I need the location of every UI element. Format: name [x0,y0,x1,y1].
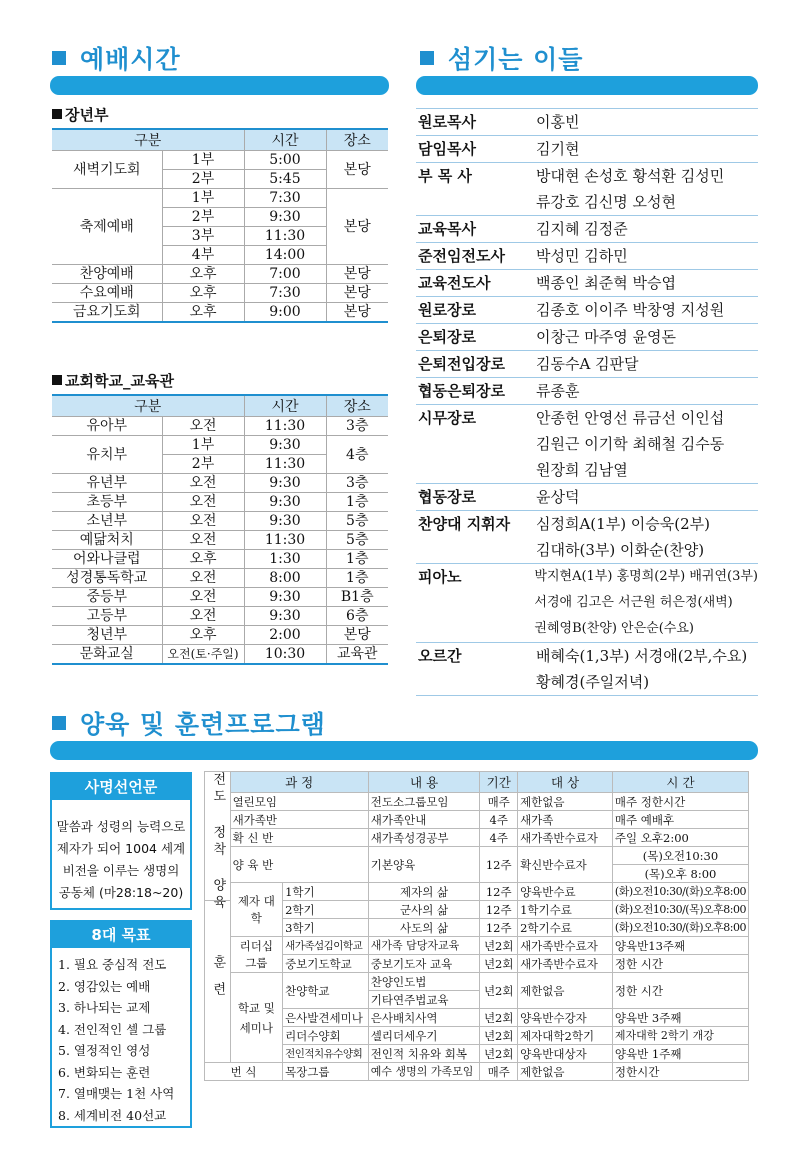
table-cell: 2학기수료 [518,919,613,937]
staff-names [536,109,758,135]
table-cell: 3학기 [283,919,369,937]
table-row [52,284,388,303]
mission-text: 말씀과 성령의 능력으로 제자가 되어 1004 세계 비전을 이루는 생명의 공동체 (마28:18~20) [56,819,186,900]
table-cell: 2부 [162,455,244,474]
table-cell: 제자대학 2학기 개강 [612,1027,748,1045]
table-cell: 유치부 [52,436,162,474]
table-cell: 2:00 [244,626,326,645]
table-cell: (목)오전10:30 [612,847,748,865]
staff-names [536,643,758,695]
staff-row [416,136,758,163]
table-row [205,973,749,991]
staff-role: 은퇴장로 [418,328,476,346]
square-bullet-icon [52,51,66,65]
table-row [205,955,749,973]
table-cell: 7:30 [244,189,326,208]
table-cell: 전인적 치유와 회복 [368,1045,480,1063]
table-cell: 목장그룹 [283,1063,369,1081]
staff-role: 시무장로 [418,409,476,427]
table-cell: 셀리더세우기 [368,1027,480,1045]
table-cell: 7:30 [244,284,326,303]
table-cell: 전인적치유수양회 [283,1045,369,1063]
square-bullet-icon [420,51,434,65]
section-bar [50,741,758,760]
table-cell: 리더수양회 [283,1027,369,1045]
staff-row [416,351,758,378]
square-bullet-icon [52,716,66,730]
table-cell: 중등부 [52,588,162,607]
staff-name-line: 류종훈 [536,382,580,400]
table-cell: 오전 [162,569,244,588]
staff-name-line: 안종헌 안영선 류금선 이인섭 [536,409,725,427]
table-cell: 매주 정한시간 [612,793,748,811]
table-cell: 11:30 [244,531,326,550]
mission-statement-box [50,772,192,910]
staff-role: 협동은퇴장로 [418,382,505,400]
staff-names [536,243,758,269]
staff-row [416,484,758,511]
table-cell: 은사발견세미나 [283,1009,369,1027]
table-cell: (화)오전10:30/(화)오후8:00 [612,919,748,937]
table-cell: 9:00 [244,303,326,323]
staff-row [416,643,758,696]
staff-name-line: 심정희A(1부) 이승욱(2부) [536,515,711,533]
goal-item: 5. 열정적인 영성 [58,1043,151,1058]
square-bullet-icon [52,109,62,119]
table-cell: 오후 [162,550,244,569]
square-bullet-icon [52,375,62,385]
table-cell: 정한시간 [612,1063,748,1081]
staff-row [416,109,758,136]
table-cell: 제자의 삶 [368,883,480,901]
staff-name-line: 박성민 김하민 [536,247,628,265]
table-row [52,607,388,626]
table-cell: 교육관 [326,645,388,665]
table-cell: 리더십 그룹 [230,937,283,973]
table-cell: 11:30 [244,227,326,246]
table-cell: 12주 [480,883,518,901]
staff-name-line: 박지현A(1부) 홍명희(2부) 배귀연(3부) [534,569,758,584]
table-row [205,829,749,847]
table-cell: 매주 [480,1063,518,1081]
table-cell: 제한없음 [518,973,613,1009]
staff-role: 부 목 사 [418,167,472,185]
table-cell: 12주 [480,847,518,883]
table-row [52,303,388,323]
staff-row [416,297,758,324]
staff-name-line: 김기현 [536,140,580,158]
table-cell: 8:00 [244,569,326,588]
table-cell: 년2회 [480,1045,518,1063]
table-cell: 제자대학2학기 [518,1027,613,1045]
table-cell: 양육반수강자 [518,1009,613,1027]
table-cell: 오후 [162,626,244,645]
table-cell: B1층 [326,588,388,607]
table-cell: 오후 [162,303,244,323]
staff-name-line: 황혜경(주일저녁) [536,673,650,691]
staff-role: 원로목사 [418,113,476,131]
table-cell: 고등부 [52,607,162,626]
table-cell: 9:30 [244,208,326,227]
staff-name-line: 배혜숙(1,3부) 서경애(2부,수요) [536,647,748,665]
table-cell: 5:00 [244,151,326,170]
table-cell: 소년부 [52,512,162,531]
table-cell: 정한 시간 [612,955,748,973]
goal-item: 6. 변화되는 훈련 [58,1064,151,1080]
table-cell: 제한없음 [518,793,613,811]
table-cell: 11:30 [244,455,326,474]
table-cell: 1부 [162,151,244,170]
staff-row [416,564,758,643]
table-cell: 전도 정착 양육 [205,772,231,901]
table-cell: 새가족 담당자교육 [368,937,480,955]
table-cell: 확신반수료자 [518,847,613,883]
staff-name-line: 백종인 최준혁 박승엽 [536,274,676,292]
staff-role: 준전임전도사 [418,247,505,265]
table-cell: 새가족반수료자 [518,955,613,973]
table-cell: 1층 [326,569,388,588]
table-cell: (화)오전10:30/(목)오후8:00 [612,901,748,919]
table-cell: 본당 [326,265,388,284]
staff-row [416,405,758,484]
table-cell: 4부 [162,246,244,265]
section-bar [416,76,758,95]
table-row [52,512,388,531]
staff-names [536,324,758,350]
table-cell: 2부 [162,208,244,227]
table-cell: 4주 [480,829,518,847]
table-cell: 새가족 [518,811,613,829]
goal-item: 4. 전인적인 셀 그룹 [58,1021,167,1037]
table-row [52,417,388,436]
table-row [205,847,749,865]
table-cell: 기타연주법교육 [368,991,480,1009]
table-cell: 3부 [162,227,244,246]
table-cell: 찬양학교 [283,973,369,1009]
staff-name-line: 김대하(3부) 이화순(찬양) [536,541,705,559]
table-cell: 중보기도학교 [283,955,369,973]
staff-names [536,297,758,323]
table-cell: 군사의 삶 [368,901,480,919]
adult-subtitle: 장년부 [52,104,108,125]
table-cell: 새가족반 [230,811,368,829]
table-cell: 12주 [480,901,518,919]
staff-name-line: 김종호 이이주 박창영 지성원 [536,301,725,319]
staff-role: 담임목사 [418,140,476,158]
table-cell: 제한없음 [518,1063,613,1081]
table-cell: 4층 [326,436,388,474]
table-cell: 양육반 3주째 [612,1009,748,1027]
table-cell: 찬양인도법 [368,973,480,991]
table-cell: 전도소그룹모임 [368,793,480,811]
worship-section-title: 예배시간 [52,40,181,76]
table-row [52,151,388,170]
staff-name-line: 원장희 김남열 [536,461,628,479]
table-cell: 양육반13주째 [612,937,748,955]
staff-row [416,511,758,564]
table-cell: 오전 [162,493,244,512]
table-cell: 주일 오후2:00 [612,829,748,847]
table-row [205,1027,749,1045]
table-row [205,793,749,811]
table-row [205,901,749,919]
staff-row [416,378,758,405]
table-cell: 5층 [326,512,388,531]
table-cell: 본당 [326,303,388,323]
table-cell: 2학기 [283,901,369,919]
table-cell: 은사배치사역 [368,1009,480,1027]
goal-item: 7. 열매맺는 1천 사역 [58,1086,175,1101]
table-cell: 예수 생명의 가족모임 [368,1063,480,1081]
table-row [52,189,388,208]
table-cell: 성경통독학교 [52,569,162,588]
table-row [52,436,388,455]
table-cell: 9:30 [244,436,326,455]
table-cell: 3층 [326,474,388,493]
table-cell: 4주 [480,811,518,829]
table-cell: 12주 [480,919,518,937]
table-cell: (화)오전10:30/(화)오후8:00 [612,883,748,901]
staff-names [536,405,758,483]
staff-name-line: 이창근 마주영 윤영돈 [536,328,676,346]
staff-names [536,163,758,215]
table-cell: 새가족반수료자 [518,829,613,847]
table-cell: 사도의 삶 [368,919,480,937]
table-cell: 오전 [162,417,244,436]
staff-names [536,216,758,242]
table-cell: 9:30 [244,607,326,626]
staff-name-line: 김원근 이기학 최해철 김수동 [536,435,725,453]
table-row [52,626,388,645]
table-row [205,937,749,955]
staff-name-line: 윤상덕 [536,488,580,506]
table-row [52,550,388,569]
table-cell: 3층 [326,417,388,436]
staff-role: 찬양대 지휘자 [418,515,511,533]
table-cell: 축제예배 [52,189,162,265]
staff-names [536,270,758,296]
staff-name-line: 김동수A 김판달 [536,355,639,373]
table-cell: 정한 시간 [612,973,748,1009]
staff-names [536,484,758,510]
staff-name-line: 김지혜 김정준 [536,220,628,238]
staff-names [536,378,758,404]
table-cell: 오후 [162,265,244,284]
table-row [52,588,388,607]
table-cell: 학교 및 세미나 [230,973,283,1063]
table-cell: 오후 [162,284,244,303]
staff-names [536,136,758,162]
table-cell: 9:30 [244,588,326,607]
table-cell: 제자 대학 [230,883,283,937]
staff-role: 교육전도사 [418,274,491,292]
table-cell: 청년부 [52,626,162,645]
table-cell: 오전 [162,512,244,531]
mission-title: 사명선언문 [52,774,190,800]
training-section-title: 양육 및 훈련프로그램 [52,705,326,741]
table-cell: 1부 [162,189,244,208]
table-row [205,1009,749,1027]
table-cell: 11:30 [244,417,326,436]
table-cell: 양 육 반 [230,847,368,883]
table-cell: 오전 [162,607,244,626]
staff-name-line: 권혜영B(찬양) 안은순(수요) [534,621,694,636]
table-cell: 새가족섬김이학교 [283,937,369,955]
table-cell: 오전(토·주일) [162,645,244,665]
table-cell: 14:00 [244,246,326,265]
table-cell: 5:45 [244,170,326,189]
table-cell: 금요기도회 [52,303,162,323]
table-cell: 본당 [326,626,388,645]
goal-item: 3. 하나되는 교제 [58,1000,151,1015]
staff-role: 교육목사 [418,220,476,238]
table-cell: 양육반대상자 [518,1045,613,1063]
table-cell: 유아부 [52,417,162,436]
table-cell: 오전 [162,588,244,607]
goal-item: 2. 영감있는 예배 [58,978,151,994]
table-cell: 새벽기도회 [52,151,162,189]
table-row [205,883,749,901]
staff-row [416,270,758,297]
staff-list [416,96,758,696]
table-cell: 년2회 [480,1009,518,1027]
staff-name-line: 이홍빈 [536,113,580,131]
table-cell: 새가족성경공부 [368,829,480,847]
table-cell: 번 식 [205,1063,283,1081]
table-row [52,493,388,512]
staff-names [536,511,758,563]
training-table: 전도 정착 양육 과 정 내 용 기간 대 상 시 간 열린모임 전도소그룹모임 매주 제한없음 매주 정한시간 새가족반 새가족안내 4주 새가족 매주 예배후 확 신 반 새가족성경공부 4주 새가족반수료자 주일 오후2:00 양 육 반 기본양육 12주 확신반수료자 (목)오전10:30 (목)오후 8:00 제자 대학 1학기 제자의 삶 12주 양육반수료 (화)오전10:30/(화)오후8:00 훈련 2학기 군사의 삶 12주 1학기수료 (화)오전10:30/(목)오후8:00 3학기 사도의 삶 12주 2학기수료 (화)오전10:30/(화)오후8:00 리더십 그룹 새가족섬김이학교 새가족 담당자교육 년2회 새가족반수료자 양육반13주째 중보기도학교 중보기도자 교육 년2회 새가족반수료자 정한 시간 학교 및 세미나 찬양학교 찬양인도법 년2회 제한없음 정한 시간 기타연주법교육 은사발견세미나 은사배치사역 년2회 양육반수강자 양육반 3주째 리더수양회 셀리더세우기 년2회 제자대학2학기 제자대학 2학기 개강 전인적치유수양회 전인적 치유와 회복 년2회 양육반대상자 양육반 1주째 번 식 목장그룹 예수 생명의 가족모임 매주 제한없음 정한시간 [204,771,749,1081]
table-cell: 어와나클럽 [52,550,162,569]
table-cell: 유년부 [52,474,162,493]
goal-item: 1. 필요 중심적 전도 [58,957,167,972]
staff-role: 은퇴전입장로 [418,355,505,373]
staff-name-line: 방대현 손성호 황석환 김성민 [536,167,725,185]
staff-role: 원로장로 [418,301,476,319]
table-cell: 년2회 [480,955,518,973]
staff-names [534,564,758,642]
table-cell: 1:30 [244,550,326,569]
table-cell: 예닮처치 [52,531,162,550]
table-cell: 본당 [326,151,388,189]
staff-row [416,163,758,216]
staff-row [416,243,758,270]
table-row [52,569,388,588]
table-row [52,531,388,550]
table-cell: 기본양육 [368,847,480,883]
table-cell: 1학기수료 [518,901,613,919]
table-cell: 훈련 [205,901,231,1063]
staff-role: 협동장로 [418,488,476,506]
table-cell: 9:30 [244,493,326,512]
table-cell: 9:30 [244,474,326,493]
staff-row [416,216,758,243]
table-cell: 5층 [326,531,388,550]
table-cell: 1층 [326,493,388,512]
table-cell: 1부 [162,436,244,455]
table-cell: 7:00 [244,265,326,284]
table-row [205,1045,749,1063]
staff-name-line: 서경애 김고은 서근원 허은정(새벽) [534,595,733,610]
table-cell: 9:30 [244,512,326,531]
table-cell: 매주 예배후 [612,811,748,829]
table-cell: 확 신 반 [230,829,368,847]
table-cell: 오전 [162,531,244,550]
table-cell: 오전 [162,474,244,493]
table-cell: 2부 [162,170,244,189]
table-row [205,811,749,829]
table-cell: 6층 [326,607,388,626]
staff-row [416,324,758,351]
adult-worship-table: 구분 시간 장소 새벽기도회 1부 5:00 본당 2부 5:45 축제예배 1부 7:30 본당 2부 9:30 3부 11:30 4부 14:00 찬양예배 오후 7:00 본당 수요예배 오후 7:30 본당 금요기도회 오후 9:00 본당 [52,128,388,323]
table-cell: 1층 [326,550,388,569]
table-cell: 1학기 [283,883,369,901]
staff-role: 피아노 [418,568,462,586]
staff-section-title: 섬기는 이들 [420,40,583,76]
table-cell: 양육반 1주째 [612,1045,748,1063]
staff-name-line: 류강호 김신명 오성현 [536,193,676,211]
table-cell: 10:30 [244,645,326,665]
staff-names [536,351,758,377]
section-bar [50,76,389,95]
table-cell: (목)오후 8:00 [612,865,748,883]
table-cell: 본당 [326,284,388,303]
table-cell: 년2회 [480,937,518,955]
table-cell: 새가족반수료자 [518,937,613,955]
goal-item: 8. 세계비전 40선교 [58,1107,167,1123]
table-cell: 찬양예배 [52,265,162,284]
table-cell: 중보기도자 교육 [368,955,480,973]
table-cell: 매주 [480,793,518,811]
table-cell: 양육반수료 [518,883,613,901]
staff-role: 오르간 [418,647,462,665]
table-row [52,474,388,493]
table-row [52,645,388,665]
school-subtitle: 교회학교_교육관 [52,370,174,391]
goals-title: 8대 목표 [52,922,190,948]
table-cell: 열린모임 [230,793,368,811]
table-cell: 년2회 [480,973,518,1009]
table-cell: 본당 [326,189,388,265]
table-cell: 수요예배 [52,284,162,303]
school-worship-table: 구분 시간 장소 유아부 오전 11:30 3층 유치부 1부 9:30 4층 2부 11:30 유년부 오전 9:30 3층 초등부 오전 9:30 1층 소년부 오전 9:30 5층 예닮처치 오전 11:30 5층 어와나클럽 오후 1:30 1층 성경통독학교 오전 8:00 1층 중등부 오전 9:30 B1층 고등부 오전 9:30 6층 청년부 오후 2:00 본당 문화교실 오전(토·주일) 10:30 교육관 [52,394,388,665]
table-cell: 새가족안내 [368,811,480,829]
table-row [52,265,388,284]
table-cell: 초등부 [52,493,162,512]
goals-box [50,920,192,1128]
table-row [205,1063,749,1081]
table-row [205,919,749,937]
table-cell: 년2회 [480,1027,518,1045]
table-cell: 문화교실 [52,645,162,665]
